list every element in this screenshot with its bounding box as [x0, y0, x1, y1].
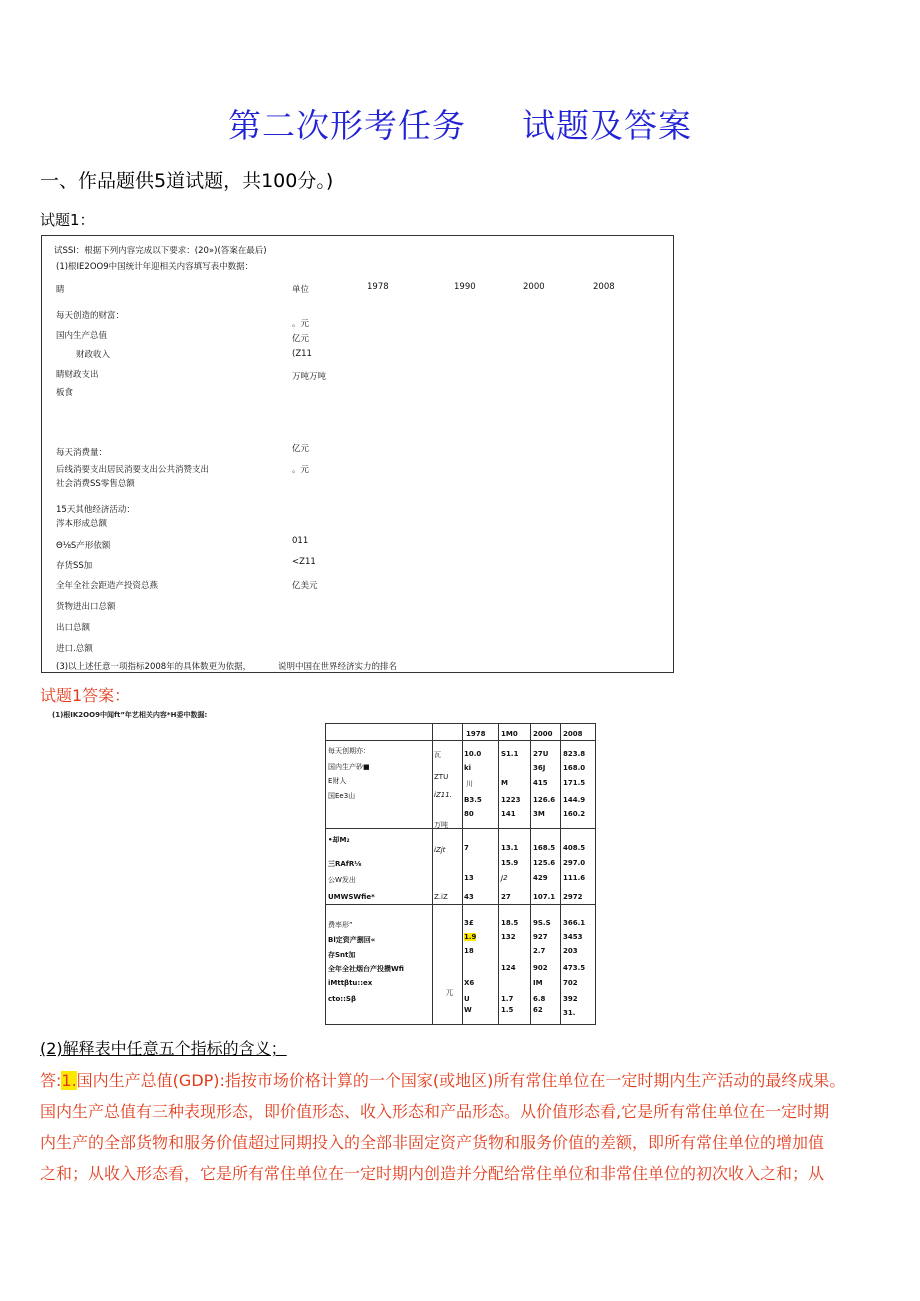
table-value-cell: 408.5 [563, 844, 586, 852]
header-year-1978: 1978 [367, 282, 389, 292]
table-label-cell: E财人 [328, 777, 347, 785]
q-row-label: 15天其他经济活动： [56, 505, 135, 515]
answer-2-line-2: 国内生产总值有三种表现形态，即价值形态、收入形态和产品形态。从价值形态看,它是所有常住单位在一定时期 [40, 1102, 830, 1121]
table-value-cell: 15.9 [501, 859, 519, 867]
table-unit-cell: iZjt [434, 846, 446, 854]
table-label-cell: 费率形” [328, 921, 353, 929]
table-value-cell: 9S.S [533, 919, 551, 927]
table-header-cell: 2008 [563, 730, 583, 738]
table-value-cell: B3.5 [464, 796, 482, 804]
table-label-cell: 国内生产砂■ [328, 763, 370, 771]
q-row-label: 全年全社会距造产投资总燕 [56, 581, 159, 591]
table-row-divider [326, 740, 595, 741]
table-col-divider [530, 724, 531, 1024]
q-row-label: 涔本形成总额 [56, 519, 108, 529]
table-value-cell: ki [464, 764, 472, 772]
table-value-cell: 10.0 [464, 750, 482, 758]
table-value-cell: 902 [533, 964, 548, 972]
q-row-label: 睛财政支出 [56, 370, 99, 380]
table-label-cell: 存Snt加 [328, 951, 356, 959]
q-row-unit: 亿元 [292, 334, 310, 344]
table-label-cell: 每天创期亦： [328, 747, 370, 755]
question-box [41, 235, 674, 673]
table-unit-cell: 瓦 [434, 751, 441, 759]
table-header-cell: 2000 [533, 730, 553, 738]
answer-2-line-3: 内生产的全部货物和服务价值超过同期投入的全部非固定资产货物和服务价值的差额，即所有常住单位的增加值 [40, 1133, 825, 1152]
table-value-cell: 203 [563, 947, 578, 955]
question-task-3b: 说明中国在世界经济实力的排名 [278, 662, 398, 672]
table-value-cell: 1223 [501, 796, 521, 804]
answer-1-heading: 试题1答案： [40, 686, 131, 705]
table-unit-cell: 兀 [446, 989, 453, 997]
page-title [0, 100, 920, 147]
table-row-divider [326, 828, 595, 829]
table-value-cell: 2.7 [533, 947, 546, 955]
table-value-cell: 473.5 [563, 964, 586, 972]
table-value-cell: 1.7 [501, 995, 514, 1003]
q-row-label: 国内生产总值 [56, 331, 108, 341]
table-value-cell-highlighted: 1.9 [464, 933, 477, 941]
table-value-cell: 3M [533, 810, 545, 818]
table-header-cell: 1M0 [501, 730, 518, 738]
table-label-cell: 全年全社烟台产投攒Wfi [328, 965, 404, 973]
header-year-1990: 1990 [454, 282, 476, 292]
header-item: 睛 [56, 285, 65, 295]
q-row-unit: 。元 [292, 319, 310, 329]
title-part-1: 第二次形考任务 [228, 106, 466, 145]
q-row-label: 货物进出口总额 [56, 602, 116, 612]
q-row-unit: 亿美元 [292, 581, 318, 591]
table-value-cell: 18 [464, 947, 474, 955]
table-value-cell: 366.1 [563, 919, 586, 927]
table-value-cell: 80 [464, 810, 474, 818]
table-value-cell: 168.5 [533, 844, 556, 852]
q-row-unit: <Z11 [292, 557, 316, 567]
table-col-divider [432, 724, 433, 1024]
table-value-cell: 36J [533, 764, 546, 772]
table-value-cell: 7 [464, 844, 469, 852]
answer-2-line-1 [40, 1068, 845, 1091]
table-value-cell: 3453 [563, 933, 583, 941]
table-value-cell: 27 [501, 893, 511, 901]
table-value-cell: 126.6 [533, 796, 556, 804]
q-row-label: 财政收入 [76, 350, 111, 360]
section-heading-2: (2)解释表中任意五个指标的含义； [40, 1039, 287, 1058]
table-label-cell: iMttβtu::ex [328, 979, 373, 987]
table-value-cell: 415 [533, 779, 548, 787]
table-unit-cell: ZTU [434, 773, 449, 781]
table-value-cell: 702 [563, 979, 578, 987]
table-unit-cell: Z.iZ [434, 893, 448, 901]
table-value-cell: 43 [464, 893, 474, 901]
q-row-label: Θ⅛S产形依额 [56, 541, 111, 551]
answer-number-highlight: 1. [61, 1071, 77, 1090]
table-value-cell: 171.5 [563, 779, 586, 787]
table-value-cell: J2 [501, 874, 508, 882]
table-value-cell: 3£ [464, 919, 474, 927]
table-col-divider [560, 724, 561, 1024]
table-value-cell: 107.1 [533, 893, 556, 901]
table-value-cell: 13 [464, 874, 474, 882]
table-value-cell: IM [533, 979, 543, 987]
table-value-cell: 13.1 [501, 844, 519, 852]
table-label-cell: •却M₂ [328, 836, 350, 844]
question-task-3a: (3)以上述任意一项指标2008年的具体数更为依据， [56, 662, 252, 672]
table-value-cell: 144.9 [563, 796, 586, 804]
table-label-cell: 国Ee3山 [328, 792, 356, 800]
q-row-unit: 亿元 [292, 444, 310, 454]
header-year-2008: 2008 [593, 282, 615, 292]
q-row-label: 出口总额 [56, 623, 91, 633]
table-value-cell: 124 [501, 964, 516, 972]
table-value-cell: 62 [533, 1006, 543, 1014]
table-value-cell: 429 [533, 874, 548, 882]
header-year-2000: 2000 [523, 282, 545, 292]
answer-prefix: 答: [40, 1071, 62, 1090]
table-value-cell: M [501, 779, 508, 787]
table-row-divider [326, 904, 595, 905]
table-label-cell: cto::Sβ [328, 995, 356, 1003]
answer-2-line-4: 之和；从收入形态看，它是所有常住单位在一定时期内创造并分配给常住单位和非常住单位的初次收入之和；从 [40, 1164, 825, 1183]
table-value-cell: 132 [501, 933, 516, 941]
table-col-divider [462, 724, 463, 1024]
q-row-unit: 。元 [292, 465, 310, 475]
table-label-cell: UMWSWfie* [328, 893, 375, 901]
q-row-label: 每天创造的财富： [56, 311, 125, 321]
q-row-unit: (Z11 [292, 349, 312, 359]
table-value-cell: 川 [466, 780, 473, 788]
q-row-label: 每天消费量： [56, 448, 108, 458]
table-value-cell: 18.5 [501, 919, 519, 927]
table-value-cell: 125.6 [533, 859, 556, 867]
answer-text: 国内生产总值(GDP):指按市场价格计算的一个国家(或地区)所有常住单位在一定时期内生产活动的最终成果。 [76, 1071, 846, 1090]
answer-1-line: (1)根IK2OO9中闻ft”年艺相关内容*H委中数掘: [52, 711, 208, 719]
table-value-cell: 141 [501, 810, 516, 818]
table-value-cell: 927 [533, 933, 548, 941]
table-value-cell: S1.1 [501, 750, 519, 758]
title-part-2: 试题及答案 [522, 106, 692, 145]
q-row-label: 后线消要支出居民消要支出公共消赞支出 [56, 465, 210, 475]
question-intro: 试SSI：根据下列内容完成以下要求：(20»)(答案在最后) [54, 246, 267, 256]
q-row-label: 进口.总额 [56, 644, 93, 654]
table-value-cell: W [464, 1006, 472, 1014]
q-row-label: 社会消费SS零售总额 [56, 479, 135, 489]
table-value-cell: 31. [563, 1009, 576, 1017]
table-value-cell: X6 [464, 979, 475, 987]
header-unit: 单位 [292, 285, 310, 295]
table-label-cell: Bl定资产捌回« [328, 936, 376, 944]
table-value-cell: 1.5 [501, 1006, 514, 1014]
answer-table [325, 723, 596, 1025]
question-task-1: (1)根IE2OO9中国统计年迎相关内容填写表中数据： [56, 262, 254, 272]
table-header-cell: 1978 [466, 730, 486, 738]
q-row-unit: 万吨万吨 [292, 372, 327, 382]
table-unit-cell: 万吨 [434, 821, 448, 829]
table-label-cell: 公W发出 [328, 876, 356, 884]
question-1-label: 试题1： [40, 211, 95, 229]
table-col-divider [498, 724, 499, 1024]
table-value-cell: 6.8 [533, 995, 546, 1003]
q-row-unit: 011 [292, 536, 309, 546]
table-value-cell: 392 [563, 995, 578, 1003]
table-value-cell: 168.0 [563, 764, 586, 772]
q-row-label: 板食 [56, 388, 74, 398]
table-value-cell: 2972 [563, 893, 583, 901]
table-value-cell: 297.0 [563, 859, 586, 867]
q-row-label: 存货SS加 [56, 561, 93, 571]
section-heading-1: 一、作品题供5道试题，共100分。) [40, 170, 334, 192]
table-value-cell: 160.2 [563, 810, 586, 818]
table-value-cell: 111.6 [563, 874, 586, 882]
table-value-cell: U [464, 995, 470, 1003]
table-value-cell: 823.8 [563, 750, 586, 758]
table-label-cell: 三RAfR⅛ [328, 860, 362, 868]
table-value-cell: 27U [533, 750, 549, 758]
table-unit-cell: iZ11. [434, 791, 452, 799]
